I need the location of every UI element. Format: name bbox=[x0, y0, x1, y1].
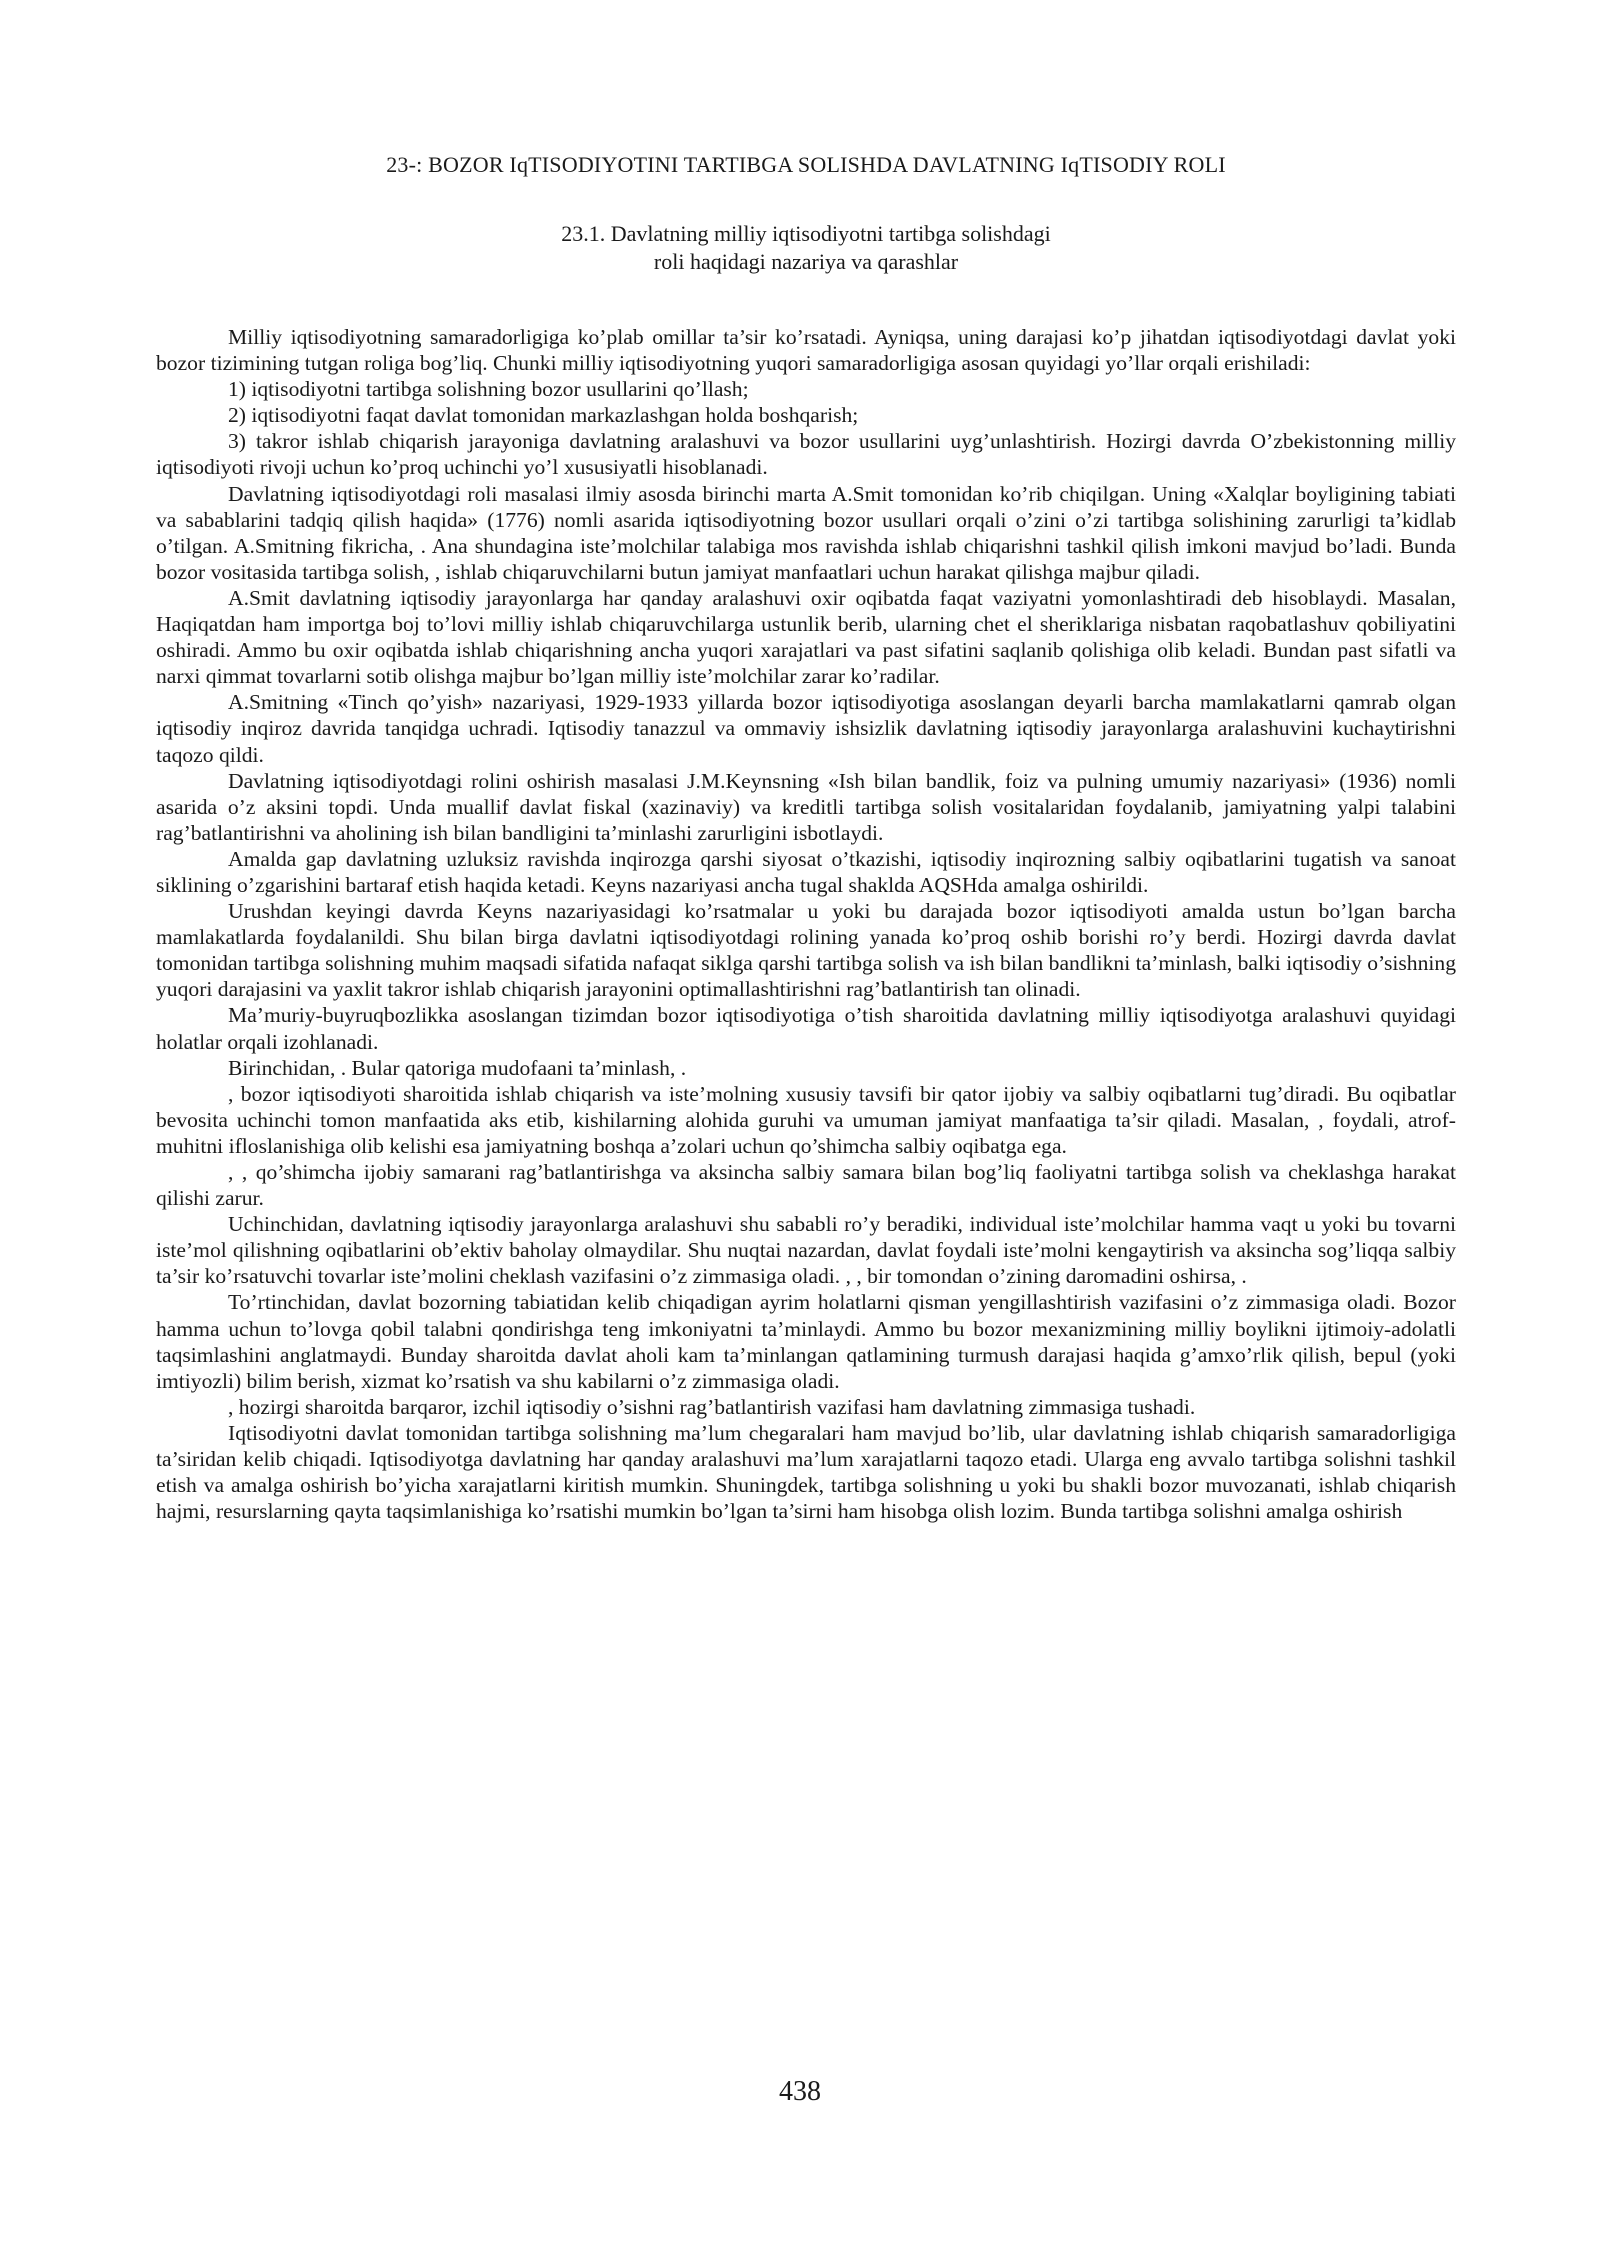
list-item: 2) iqtisodiyotni faqat davlat tomonidan markazlashgan holda boshqarish; bbox=[228, 403, 859, 428]
document-page bbox=[156, 150, 1456, 1524]
paragraph: A.Smit davlatning iqtisodiy jarayonlarga har qanday aralashuvi oxir oqibatda faqat vaziyatni yomonlashtiradi deb hisoblaydi. Masalan, Haqiqatdan ham importga boj to’lovi milliy ishlab chiqaruvchilarga ustunlik berib, ularning chet el sheriklariga nisbatan raqobatlashuv qobiliyatini oshiradi. Ammo bu oxir oqibatda ishlab chiqarishning ancha yuqori xarajatlari va past sifatini saqlanib qolishiga olib keladi. Bundan past sifatli va narxi qimmat tovarlarni sotib olishga majbur bo’lgan milliy iste’molchilar zarar ko’radilar. bbox=[156, 585, 1456, 689]
paragraph: Birinchidan, . Bular qatoriga mudofaani ta’minlash, . bbox=[228, 1055, 687, 1080]
paragraph: , hozirgi sharoitda barqaror, izchil iqtisodiy o’sishni rag’batlantirish vazifasi ham davlatning zimmasiga tushadi. bbox=[228, 1394, 1196, 1419]
paragraph: Amalda gap davlatning uzluksiz ravishda inqirozga qarshi siyosat o’tkazishi, iqtisodiy inqirozning salbiy oqibatlarini tugatish va sanoat siklining o’zgarishini bartaraf etish haqida ketadi. Keyns nazariyasi ancha tugal shaklda AQSHda amalga oshirildi. bbox=[156, 846, 1456, 897]
paragraph: Milliy iqtisodiyotning samaradorligiga ko’plab omillar ta’sir ko’rsatadi. Ayniqsa, uning darajasi ko’p jihatdan iqtisodiyotdagi davlat yoki bozor tizimining tutgan roliga bog’liq. Chunki milliy iqtisodiyotning yuqori samaradorligiga asosan quyidagi yo’llar orqali erishiladi: bbox=[156, 325, 1456, 376]
chapter-title: 23-: BOZOR IqTISODIYOTINI TARTIBGA SOLISHDA DAVLATNING IqTISODIY ROLI bbox=[386, 152, 1226, 177]
paragraph: Davlatning iqtisodiyotdagi roli masalasi ilmiy asosda birinchi marta A.Smit tomonidan ko’rib chiqilgan. Uning «Xalqlar boyligining tabiati va sabablarini tadqiq qilish haqida» (1776) nomli asarida iqtisodiyotning bozor usullari orqali o’zini o’zi tartibga solishining zarurligi ta’kidlab o’tilgan. A.Smitning fikricha, . Ana shundagina iste’molchilar talabiga mos ravishda ishlab chiqarishni tashkil qilish imkoni mavjud bo’ladi. Bunda bozor vositasida tartibga solish, , ishlab chiqaruvchilarni butun jamiyat manfaatlari uchun harakat qilishga majbur qiladi. bbox=[156, 481, 1456, 584]
section-title bbox=[156, 220, 1456, 276]
body-text bbox=[156, 324, 1456, 1524]
section-title-line: roli haqidagi nazariya va qarashlar bbox=[653, 249, 959, 274]
paragraph: A.Smitning «Tinch qo’yish» nazariyasi, 1929-1933 yillarda bozor iqtisodiyotiga asoslangan deyarli barcha mamlakatlarni qamrab olgan iqtisodiy inqiroz davrida tanqidga uchradi. Iqtisodiy tanazzul va ommaviy ishsizlik davlatning iqtisodiy jarayonlarga aralashuvini kuchaytirishni taqozo qildi. bbox=[156, 690, 1456, 767]
list-item: 3) takror ishlab chiqarish jarayoniga davlatning aralashuvi va bozor usullarini uyg’unlashtirish. Hozirgi davrda O’zbekistonning milliy iqtisodiyoti rivoji uchun ko’proq uchinchi yo’l xususiyatli hisoblanadi. bbox=[156, 429, 1456, 480]
paragraph: Iqtisodiyotni davlat tomonidan tartibga solishning ma’lum chegaralari ham mavjud bo’lib, ular davlatning ishlab chiqarish samaradorligiga ta’siridan kelib chiqadi. Iqtisodiyotga davlatning har qanday aralashuvi ma’lum xarajatlarni taqozo etadi. Ularga eng avvalo tartibga solishni tashkil etish va amalga oshirish bo’yicha xarajatlarni kiritish mumkin. Shuningdek, tartibga solishning u yoki bu shakli bozor muvozanati, ishlab chiqarish hajmi, resurslarning qayta taqsimlanishiga ko’rsatishi mumkin bo’lgan ta’sirni ham hisobga olish lozim. Bunda tartibga solishni amalga oshirish bbox=[156, 1420, 1456, 1524]
paragraph: Uchinchidan, davlatning iqtisodiy jarayonlarga aralashuvi shu sababli ro’y beradiki, individual iste’molchilar hamma vaqt u yoki bu tovarni iste’mol qilishning oqibatlarini ob’ektiv baholay olmaydilar. Shu nuqtai nazardan, davlat foydali iste’molni kengaytirish va aksincha sog’liqqa salbiy ta’sir ko’rsatuvchi tovarlar iste’molini cheklash vazifasini o’z zimmasiga oladi. , , bir tomondan o’zining daromadini oshirsa, . bbox=[156, 1212, 1456, 1289]
paragraph: Davlatning iqtisodiyotdagi rolini oshirish masalasi J.M.Keynsning «Ish bilan bandlik, foiz va pulning umumiy nazariyasi» (1936) nomli asarida o’z aksini topdi. Unda muallif davlat fiskal (xazinaviy) va kreditli tartibga solish vositalaridan foydalanib, jamiyatning yalpi talabini rag’batlantirishni va aholining ish bilan bandligini ta’minlashi zarurligini isbotlaydi. bbox=[156, 768, 1456, 845]
list-item: 1) iqtisodiyotni tartibga solishning bozor usullarini qo’llash; bbox=[228, 377, 749, 402]
paragraph: , bozor iqtisodiyoti sharoitida ishlab chiqarish va iste’molning xususiy tavsifi bir qator ijobiy va salbiy oqibatlarni tug’diradi. Bu oqibatlar bevosita uchinchi tomon manfaatida aks etib, kishilarning alohida guruhi va umuman jamiyat manfaatiga ta’sir qiladi. Masalan, , foydali, atrof-muhitni ifloslanishiga olib kelishi esa jamiyatning boshqa a’zolari uchun qo’shimcha salbiy oqibatga ega. bbox=[156, 1081, 1456, 1158]
paragraph: , , qo’shimcha ijobiy samarani rag’batlantirishga va aksincha salbiy samara bilan bog’liq faoliyatni tartibga solish va cheklashga harakat qilishi zarur. bbox=[156, 1160, 1456, 1211]
paragraph: To’rtinchidan, davlat bozorning tabiatidan kelib chiqadigan ayrim holatlarni qisman yengillashtirish vazifasini o’z zimmasiga oladi. Bozor hamma uchun to’lovga qobil talabni qondirishga teng imkoniyatni ta’minlaydi. Ammo bu bozor mexanizmining milliy boylikni ijtimoiy-adolatli taqsimlashini anglatmaydi. Bunday sharoitda davlat aholi kam ta’minlangan qatlamining turmush darajasi haqida g’amxo’rlik qilish, bepul (yoki imtiyozli) bilim berish, xizmat ko’rsatish va shu kabilarni o’z zimmasiga oladi. bbox=[156, 1290, 1456, 1393]
section-title-line: 23.1. Davlatning milliy iqtisodiyotni tartibga solishdagi bbox=[561, 221, 1051, 246]
page-number: 438 bbox=[779, 2076, 821, 2107]
paragraph: Urushdan keyingi davrda Keyns nazariyasidagi ko’rsatmalar u yoki bu darajada bozor iqtisodiyoti amalda ustun bo’lgan barcha mamlakatlarda foydalanildi. Shu bilan birga davlatni iqtisodiyotdagi rolining yanada ko’proq oshib borishi ro’y berdi. Hozirgi davrda davlat tomonidan tartibga solishning muhim maqsadi sifatida nafaqat siklga qarshi tartibga solish va ish bilan bandlikni ta’minlash, balki iqtisodiy o’sishning yuqori darajasini va yaxlit takror ishlab chiqarish jarayonini optimallashtirishni rag’batlantirish tan olinadi. bbox=[156, 899, 1456, 1002]
paragraph: Ma’muriy-buyruqbozlikka asoslangan tizimdan bozor iqtisodiyotiga o’tish sharoitida davlatning milliy iqtisodiyotga aralashuvi quyidagi holatlar orqali izohlanadi. bbox=[156, 1003, 1456, 1054]
